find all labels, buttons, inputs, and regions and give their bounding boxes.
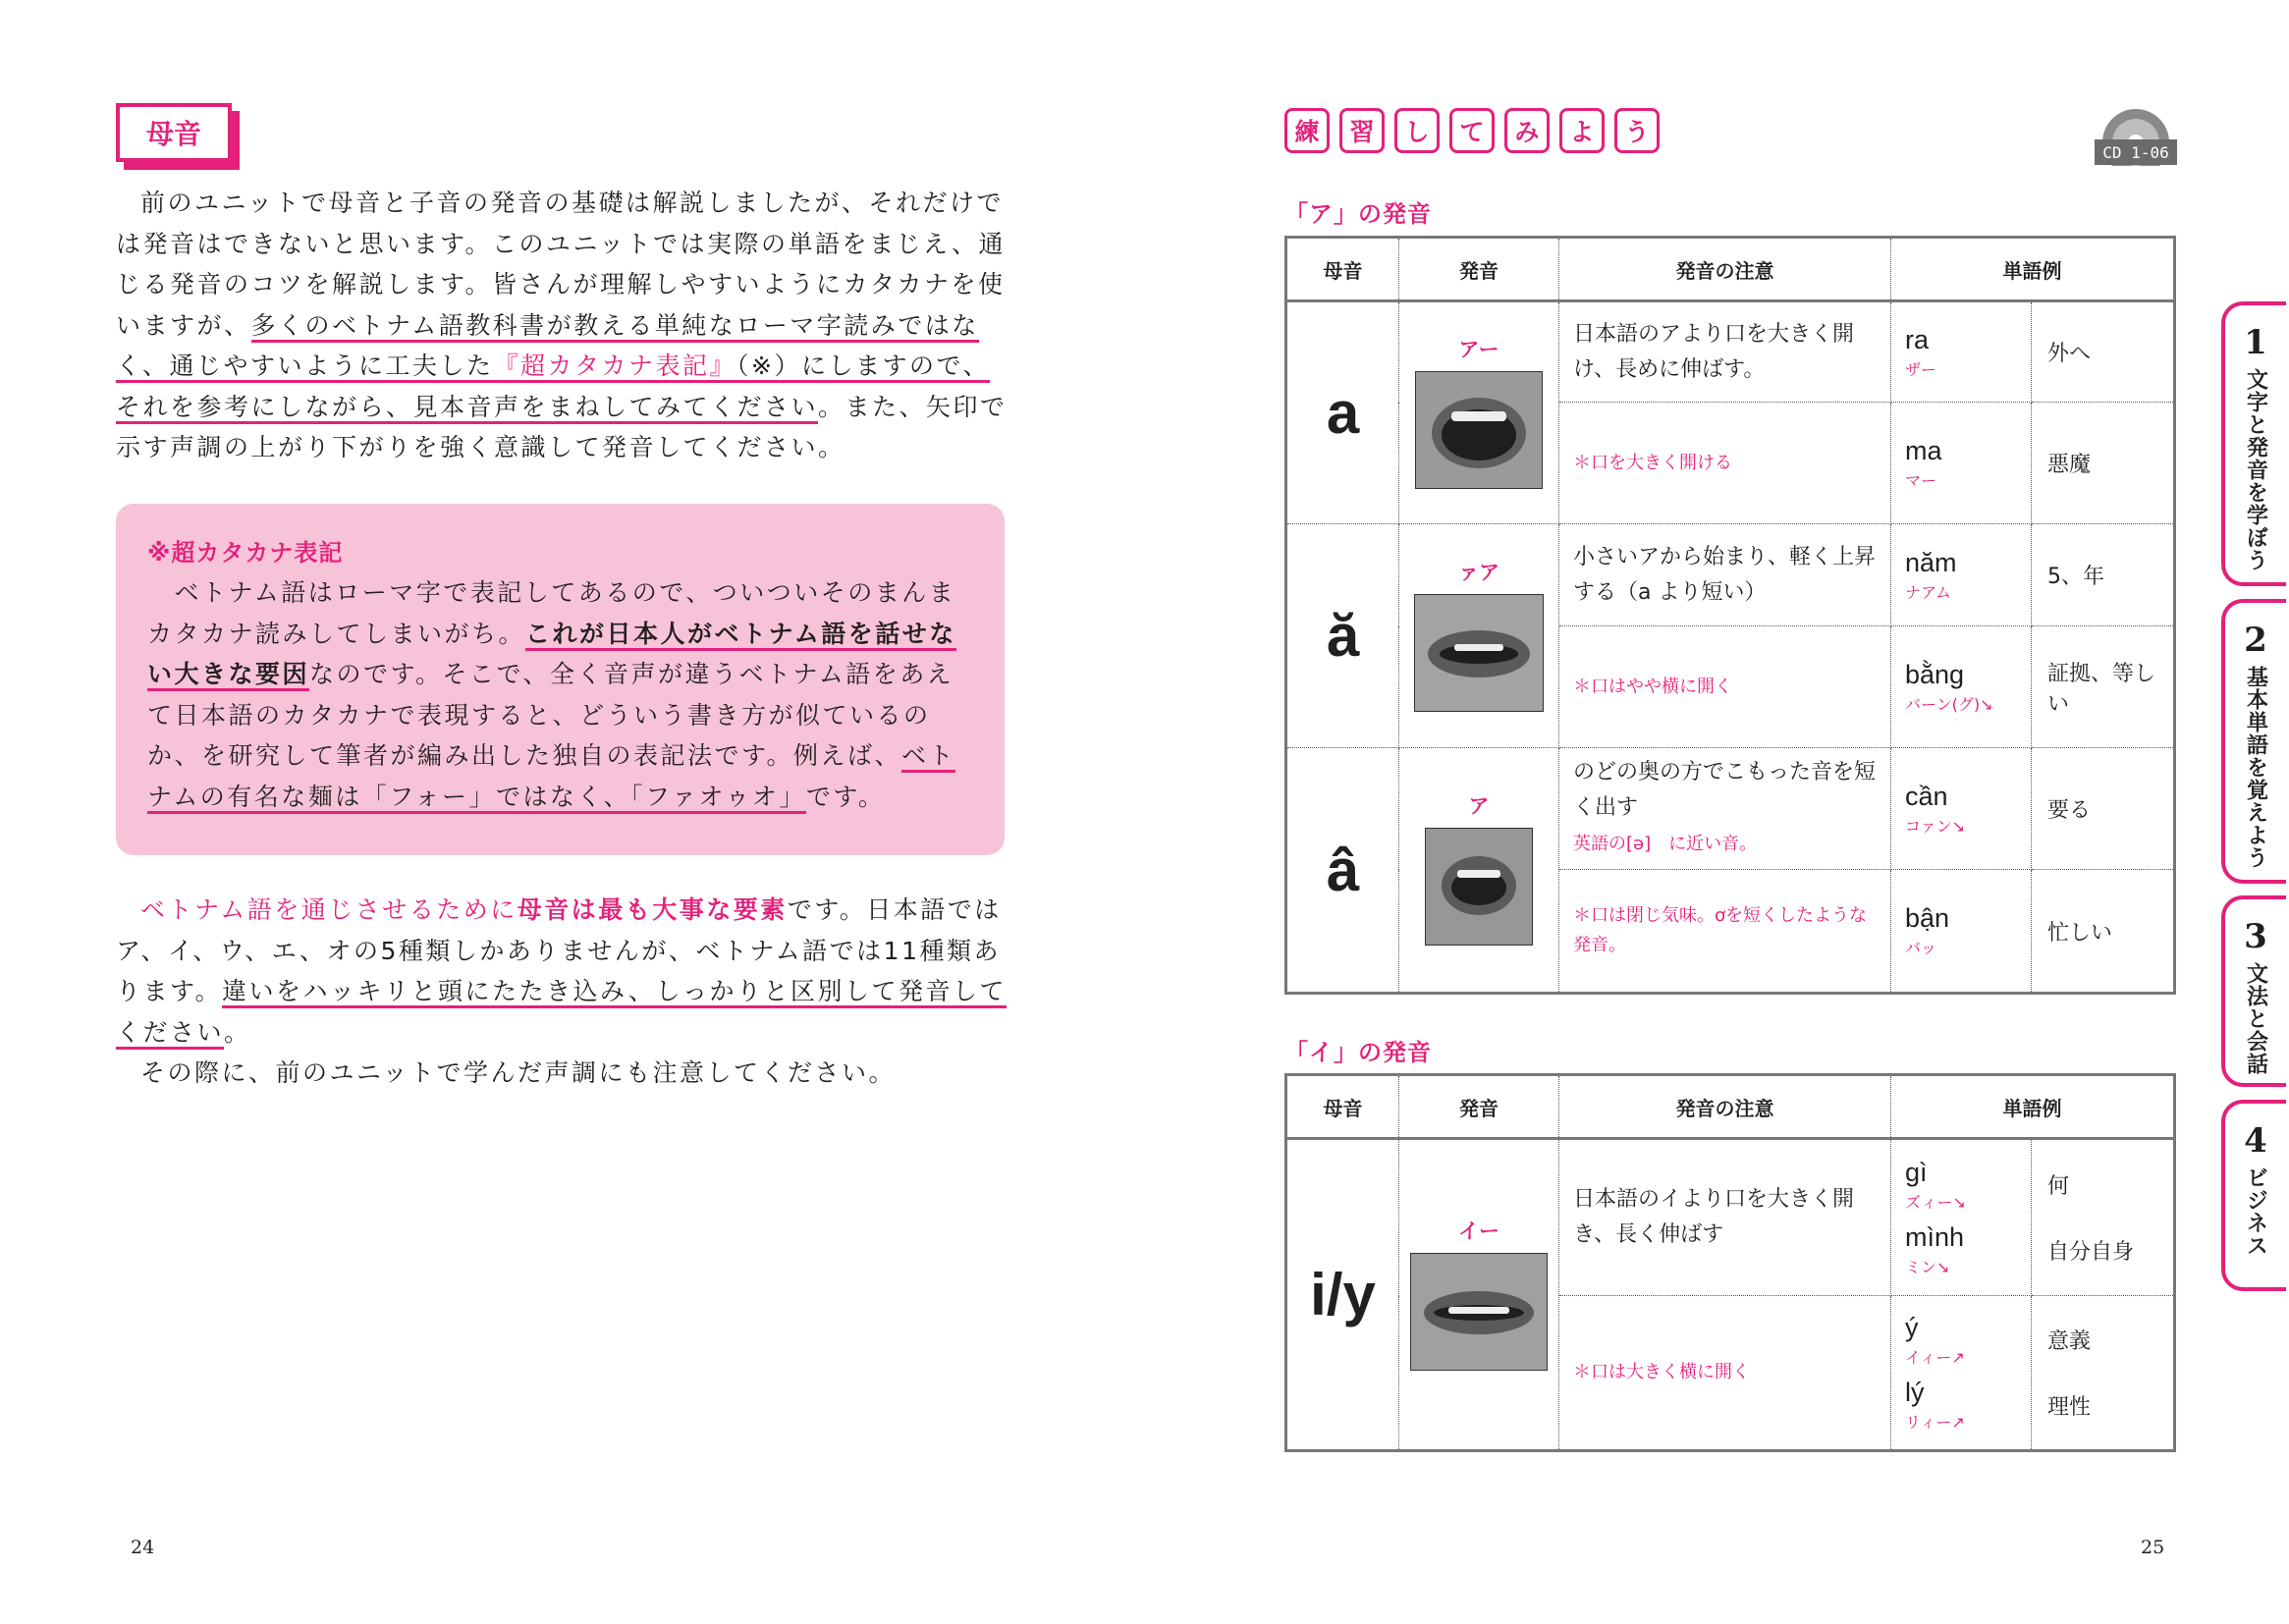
right-page <box>1144 0 2289 1624</box>
example-meaning: 証拠、等しい <box>2032 626 2175 748</box>
header-note: 発音の注意 <box>1559 238 1891 301</box>
pron-cell <box>1399 1139 1559 1451</box>
example-word: ra ザー <box>1891 301 2032 403</box>
practice-char: し <box>1394 108 1440 153</box>
example-meaning: 5、年 <box>2032 524 2175 626</box>
pron-cell <box>1399 301 1559 524</box>
intro-paragraph: 前のユニットで母音と子音の発音の基礎は解説しましたが、それだけでは発音はできないと思います。このユニットでは実際の単語をまじえ、通じる発音のコツを解説します。皆さんが理解しやすいようにカタカナを使いますが、多くのベトナム語教科書が教える単純なローマ字読みではなく、通じやすいように工夫した『超カタカナ表記』（※）にしますので、それを参考にしながら、見本音声をまねしてみてください。また、矢印で示す声調の上がり下がりを強く意識して発音してください。 <box>116 189 1008 461</box>
practice-char: 習 <box>1339 108 1385 153</box>
note-mouth: ＊口は大きく横に開く <box>1559 1296 1891 1451</box>
note-box-body: ベトナム語はローマ字で表記してあるので、ついついそのまんまカタカナ読みしてしまいがち。これが日本人がベトナム語を話せない大きな要因なのです。そこで、全く音声が違うベトナム語をあえて日本語のカタカナで表現すると、どういう書き方が似ているのか、を研究して筆者が編み出した独自の表記法です。例えば、ベトナムの有名な麺は「フォー」ではなく、「ファオゥオ」です。 <box>147 572 977 817</box>
practice-char: み <box>1504 108 1550 153</box>
table-row <box>1286 524 2175 626</box>
chapter-tab-2[interactable]: 2 基本単語を覚えよう <box>2221 599 2286 884</box>
section-a-title: 「ア」の発音 <box>1284 200 1432 228</box>
vowel-table-i <box>1284 1073 2176 1452</box>
example-word: bận バッ <box>1891 870 2032 994</box>
note-main: 小さいアから始まり、軽く上昇する（a より短い） <box>1559 524 1891 626</box>
pron-cell <box>1399 524 1559 748</box>
vowel-paragraph: ベトナム語を通じさせるために母音は最も大事な要素です。日本語ではア、イ、ウ、エ、オの5種類しかありませんが、ベトナム語では11種類あります。違いをハッキリと頭にたたき込み、しっかりと区別して発音してください。 その際に、前のユニットで学んだ声調にも注意してください。 <box>116 895 1008 1087</box>
note-mouth: ＊口を大きく開ける <box>1559 403 1891 524</box>
example-word: cần コァン↘ <box>1891 748 2032 870</box>
mouth-photo <box>1425 828 1533 946</box>
table-row <box>1286 301 2175 403</box>
pron-kana: イー <box>1458 1218 1499 1243</box>
example-meaning: 何 自分自身 <box>2032 1139 2175 1296</box>
practice-char: う <box>1614 108 1660 153</box>
vowel-letter: a <box>1286 301 1399 524</box>
vowel-letter: â <box>1286 748 1399 994</box>
example-meaning: 忙しい <box>2032 870 2175 994</box>
example-word: ma マー <box>1891 403 2032 524</box>
header-pron: 発音 <box>1399 1075 1559 1139</box>
note-box <box>116 504 1005 855</box>
pron-kana: ァア <box>1458 560 1499 584</box>
example-meaning: 外へ <box>2032 301 2175 403</box>
example-word: ý イィー↗ lý リィー↗ <box>1891 1296 2032 1451</box>
note-main: のどの奥の方でこもった音を短く出す 英語の[ə] に近い音。 <box>1559 748 1891 870</box>
note-mouth: ＊口は閉じ気味。ơを短くしたような発音。 <box>1559 870 1891 994</box>
mouth-photo <box>1414 594 1544 712</box>
header-examples: 単語例 <box>1891 1075 2175 1139</box>
table-row <box>1286 1139 2175 1296</box>
example-word: năm ナアム <box>1891 524 2032 626</box>
note-mouth: ＊口はやや横に開く <box>1559 626 1891 748</box>
cd-track-label: CD 1-06 <box>2095 139 2177 165</box>
table-header-row <box>1286 238 2175 301</box>
example-meaning: 意義 理性 <box>2032 1296 2175 1451</box>
practice-heading <box>1284 108 1660 153</box>
example-word: gì ズィー↘ mình ミン↘ <box>1891 1139 2032 1296</box>
header-pron: 発音 <box>1399 238 1559 301</box>
header-examples: 単語例 <box>1891 238 2175 301</box>
chapter-tab-4[interactable]: 4 ビジネス <box>2221 1100 2286 1291</box>
pron-cell <box>1399 748 1559 994</box>
table-header-row <box>1286 1075 2175 1139</box>
mouth-photo <box>1410 1253 1548 1371</box>
pron-kana: ア <box>1468 794 1490 818</box>
section-i-title: 「イ」の発音 <box>1284 1039 1432 1066</box>
mouth-photo <box>1415 371 1543 489</box>
practice-char: よ <box>1559 108 1605 153</box>
chapter-tab-3[interactable]: 3 文法と会話 <box>2221 895 2286 1087</box>
note-box-title: ※超カタカナ表記 <box>147 539 344 567</box>
vowel-table-a <box>1284 236 2176 995</box>
page-number-right: 25 <box>2141 1537 2165 1558</box>
chapter-tab-1[interactable]: 1 文字と発音を学ぼう <box>2221 301 2286 586</box>
left-page <box>0 0 1080 1624</box>
note-main: 日本語のアより口を大きく開け、長めに伸ばす。 <box>1559 301 1891 403</box>
note-main: 日本語のイより口を大きく開き、長く伸ばす <box>1559 1139 1891 1296</box>
page-number-left: 24 <box>131 1537 155 1558</box>
example-word: bằng バーン(グ)↘ <box>1891 626 2032 748</box>
example-meaning: 悪魔 <box>2032 403 2175 524</box>
pron-kana: アー <box>1458 337 1499 361</box>
practice-char: 練 <box>1284 108 1330 153</box>
header-vowel: 母音 <box>1286 238 1399 301</box>
header-note: 発音の注意 <box>1559 1075 1891 1139</box>
vowel-letter: ă <box>1286 524 1399 748</box>
header-vowel: 母音 <box>1286 1075 1399 1139</box>
example-meaning: 要る <box>2032 748 2175 870</box>
vowel-letter: i/y <box>1286 1139 1399 1451</box>
table-row <box>1286 748 2175 870</box>
practice-char: て <box>1449 108 1495 153</box>
section-title: 母音 <box>116 103 232 162</box>
